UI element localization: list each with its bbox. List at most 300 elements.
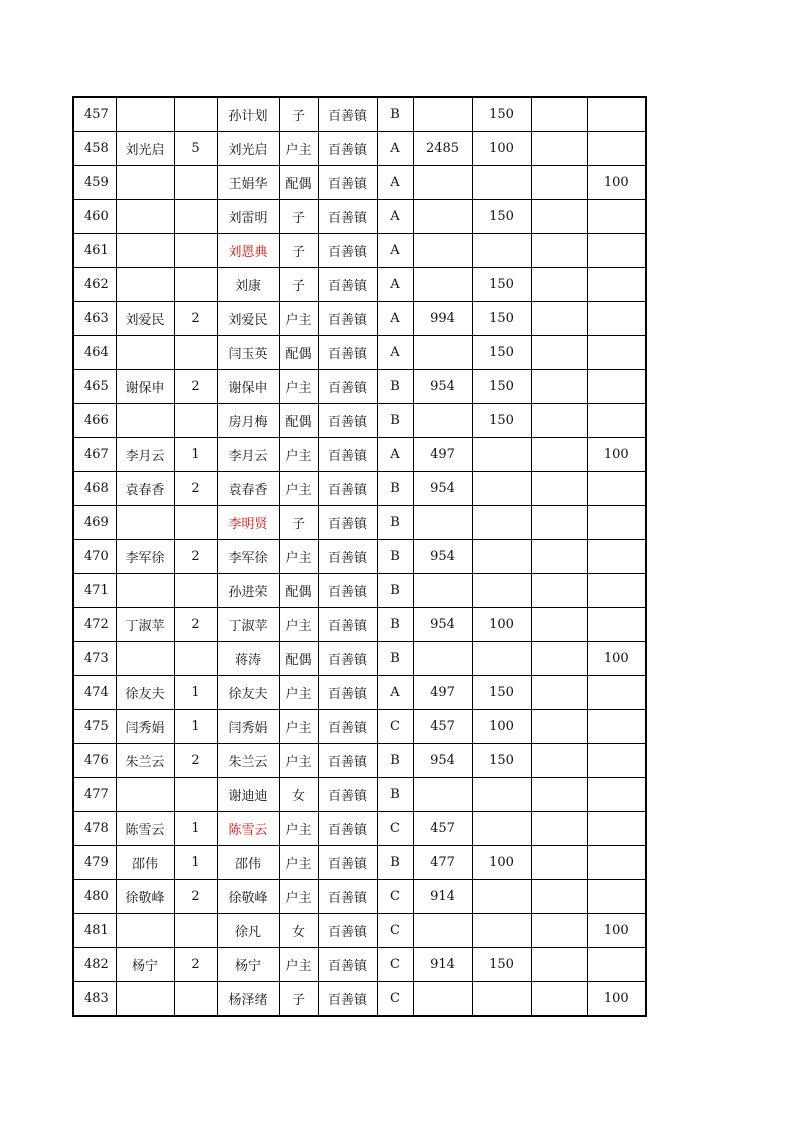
subsidy-col2-cell <box>531 166 587 200</box>
subsidy-col2-cell <box>531 914 587 948</box>
town-cell: 百善镇 <box>318 744 377 778</box>
grade-cell: C <box>377 948 413 982</box>
grade-cell: A <box>377 676 413 710</box>
member-name-cell: 刘光启 <box>217 132 279 166</box>
subsidy-col1-cell: 150 <box>472 744 531 778</box>
subsidy-col2-cell <box>531 472 587 506</box>
amount-cell: 954 <box>413 370 472 404</box>
table-body <box>73 97 646 1016</box>
table-row <box>73 914 646 948</box>
relation-cell: 户主 <box>279 302 318 336</box>
relation-cell: 户主 <box>279 948 318 982</box>
household-head-cell <box>116 642 174 676</box>
relation-cell: 子 <box>279 234 318 268</box>
member-name-cell: 孙计划 <box>217 97 279 132</box>
grade-cell: C <box>377 914 413 948</box>
row-number-cell: 482 <box>73 948 116 982</box>
subsidy-col2-cell <box>531 302 587 336</box>
subsidy-col2-cell <box>531 812 587 846</box>
amount-cell: 914 <box>413 948 472 982</box>
household-size-cell: 2 <box>174 744 217 778</box>
amount-cell <box>413 268 472 302</box>
household-table <box>72 96 647 1017</box>
subsidy-col2-cell <box>531 948 587 982</box>
grade-cell: B <box>377 574 413 608</box>
member-name-cell: 谢保申 <box>217 370 279 404</box>
table-row <box>73 234 646 268</box>
row-number-cell: 477 <box>73 778 116 812</box>
member-name-cell: 刘康 <box>217 268 279 302</box>
subsidy-col3-cell <box>587 302 646 336</box>
row-number-cell: 464 <box>73 336 116 370</box>
row-number-cell: 467 <box>73 438 116 472</box>
amount-cell: 954 <box>413 540 472 574</box>
town-cell: 百善镇 <box>318 540 377 574</box>
subsidy-col3-cell <box>587 404 646 438</box>
subsidy-col2-cell <box>531 540 587 574</box>
town-cell: 百善镇 <box>318 982 377 1017</box>
household-size-cell: 1 <box>174 846 217 880</box>
grade-cell: C <box>377 982 413 1017</box>
subsidy-col3-cell: 100 <box>587 166 646 200</box>
subsidy-col3-cell <box>587 370 646 404</box>
row-number-cell: 476 <box>73 744 116 778</box>
relation-cell: 户主 <box>279 812 318 846</box>
household-size-cell: 2 <box>174 302 217 336</box>
grade-cell: B <box>377 404 413 438</box>
town-cell: 百善镇 <box>318 336 377 370</box>
household-head-cell: 闫秀娟 <box>116 710 174 744</box>
household-head-cell: 刘光启 <box>116 132 174 166</box>
subsidy-col1-cell <box>472 506 531 540</box>
member-name-cell: 王娟华 <box>217 166 279 200</box>
subsidy-col1-cell <box>472 472 531 506</box>
row-number-cell: 471 <box>73 574 116 608</box>
household-size-cell <box>174 166 217 200</box>
subsidy-col1-cell <box>472 880 531 914</box>
household-head-cell: 李军徐 <box>116 540 174 574</box>
household-head-cell <box>116 336 174 370</box>
grade-cell: A <box>377 200 413 234</box>
household-size-cell <box>174 336 217 370</box>
town-cell: 百善镇 <box>318 778 377 812</box>
grade-cell: B <box>377 778 413 812</box>
household-head-cell: 朱兰云 <box>116 744 174 778</box>
subsidy-col3-cell: 100 <box>587 642 646 676</box>
amount-cell: 497 <box>413 438 472 472</box>
table-row <box>73 880 646 914</box>
household-head-cell: 徐友夫 <box>116 676 174 710</box>
subsidy-col2-cell <box>531 846 587 880</box>
relation-cell: 配偶 <box>279 166 318 200</box>
town-cell: 百善镇 <box>318 948 377 982</box>
row-number-cell: 472 <box>73 608 116 642</box>
subsidy-col3-cell <box>587 132 646 166</box>
town-cell: 百善镇 <box>318 574 377 608</box>
row-number-cell: 470 <box>73 540 116 574</box>
subsidy-col1-cell: 150 <box>472 200 531 234</box>
subsidy-col3-cell <box>587 676 646 710</box>
row-number-cell: 465 <box>73 370 116 404</box>
town-cell: 百善镇 <box>318 166 377 200</box>
household-head-cell <box>116 506 174 540</box>
subsidy-col2-cell <box>531 608 587 642</box>
household-head-cell <box>116 234 174 268</box>
town-cell: 百善镇 <box>318 438 377 472</box>
table-row <box>73 438 646 472</box>
subsidy-col2-cell <box>531 982 587 1017</box>
subsidy-col2-cell <box>531 200 587 234</box>
subsidy-col2-cell <box>531 778 587 812</box>
household-head-cell <box>116 574 174 608</box>
member-name-cell: 刘雷明 <box>217 200 279 234</box>
grade-cell: A <box>377 336 413 370</box>
table-row <box>73 336 646 370</box>
amount-cell: 2485 <box>413 132 472 166</box>
household-size-cell <box>174 404 217 438</box>
grade-cell: B <box>377 97 413 132</box>
table-row <box>73 608 646 642</box>
grade-cell: A <box>377 302 413 336</box>
row-number-cell: 461 <box>73 234 116 268</box>
amount-cell <box>413 914 472 948</box>
member-name-cell: 李明贤 <box>217 506 279 540</box>
table-row <box>73 744 646 778</box>
subsidy-col2-cell <box>531 506 587 540</box>
subsidy-col2-cell <box>531 132 587 166</box>
household-size-cell <box>174 982 217 1017</box>
subsidy-col3-cell <box>587 608 646 642</box>
subsidy-col3-cell <box>587 268 646 302</box>
household-head-cell <box>116 404 174 438</box>
household-head-cell <box>116 268 174 302</box>
subsidy-col1-cell: 150 <box>472 97 531 132</box>
subsidy-col3-cell: 100 <box>587 982 646 1017</box>
table-row <box>73 846 646 880</box>
amount-cell <box>413 642 472 676</box>
amount-cell: 954 <box>413 744 472 778</box>
subsidy-col1-cell <box>472 812 531 846</box>
member-name-cell: 朱兰云 <box>217 744 279 778</box>
grade-cell: B <box>377 608 413 642</box>
amount-cell: 457 <box>413 710 472 744</box>
household-head-cell: 杨宁 <box>116 948 174 982</box>
household-head-cell: 李月云 <box>116 438 174 472</box>
household-size-cell: 2 <box>174 948 217 982</box>
town-cell: 百善镇 <box>318 812 377 846</box>
member-name-cell: 谢迪迪 <box>217 778 279 812</box>
grade-cell: B <box>377 540 413 574</box>
member-name-cell: 孙进荣 <box>217 574 279 608</box>
subsidy-col2-cell <box>531 438 587 472</box>
subsidy-col1-cell: 150 <box>472 676 531 710</box>
amount-cell: 994 <box>413 302 472 336</box>
subsidy-col3-cell <box>587 540 646 574</box>
household-size-cell <box>174 268 217 302</box>
amount-cell <box>413 778 472 812</box>
table-row <box>73 268 646 302</box>
town-cell: 百善镇 <box>318 506 377 540</box>
table-row <box>73 812 646 846</box>
subsidy-col1-cell: 150 <box>472 302 531 336</box>
subsidy-col3-cell <box>587 744 646 778</box>
table-row <box>73 642 646 676</box>
amount-cell <box>413 574 472 608</box>
grade-cell: A <box>377 132 413 166</box>
subsidy-col2-cell <box>531 880 587 914</box>
subsidy-col1-cell <box>472 982 531 1017</box>
row-number-cell: 459 <box>73 166 116 200</box>
household-size-cell <box>174 642 217 676</box>
relation-cell: 子 <box>279 200 318 234</box>
household-size-cell: 1 <box>174 676 217 710</box>
subsidy-col1-cell: 100 <box>472 846 531 880</box>
member-name-cell: 丁淑苹 <box>217 608 279 642</box>
amount-cell <box>413 506 472 540</box>
row-number-cell: 481 <box>73 914 116 948</box>
subsidy-col2-cell <box>531 234 587 268</box>
table-row <box>73 982 646 1017</box>
relation-cell: 户主 <box>279 608 318 642</box>
household-head-cell <box>116 97 174 132</box>
member-name-cell: 徐敬峰 <box>217 880 279 914</box>
subsidy-col3-cell <box>587 234 646 268</box>
relation-cell: 子 <box>279 268 318 302</box>
table-row <box>73 710 646 744</box>
table-row <box>73 302 646 336</box>
grade-cell: B <box>377 472 413 506</box>
subsidy-col1-cell: 150 <box>472 404 531 438</box>
household-size-cell: 2 <box>174 472 217 506</box>
town-cell: 百善镇 <box>318 302 377 336</box>
subsidy-col1-cell <box>472 234 531 268</box>
subsidy-col3-cell: 100 <box>587 914 646 948</box>
amount-cell: 497 <box>413 676 472 710</box>
subsidy-col1-cell: 150 <box>472 370 531 404</box>
amount-cell <box>413 234 472 268</box>
grade-cell: C <box>377 710 413 744</box>
household-size-cell: 2 <box>174 608 217 642</box>
table-row <box>73 574 646 608</box>
subsidy-col3-cell <box>587 948 646 982</box>
town-cell: 百善镇 <box>318 846 377 880</box>
subsidy-col3-cell <box>587 336 646 370</box>
relation-cell: 户主 <box>279 370 318 404</box>
household-head-cell <box>116 200 174 234</box>
town-cell: 百善镇 <box>318 914 377 948</box>
town-cell: 百善镇 <box>318 472 377 506</box>
member-name-cell: 闫秀娟 <box>217 710 279 744</box>
subsidy-col2-cell <box>531 574 587 608</box>
row-number-cell: 460 <box>73 200 116 234</box>
household-size-cell: 2 <box>174 370 217 404</box>
row-number-cell: 457 <box>73 97 116 132</box>
household-size-cell: 5 <box>174 132 217 166</box>
member-name-cell: 邵伟 <box>217 846 279 880</box>
grade-cell: B <box>377 506 413 540</box>
household-head-cell <box>116 914 174 948</box>
household-size-cell: 2 <box>174 880 217 914</box>
table-row <box>73 97 646 132</box>
row-number-cell: 483 <box>73 982 116 1017</box>
town-cell: 百善镇 <box>318 710 377 744</box>
grade-cell: B <box>377 846 413 880</box>
household-head-cell: 丁淑苹 <box>116 608 174 642</box>
subsidy-col1-cell: 100 <box>472 132 531 166</box>
table-row <box>73 370 646 404</box>
member-name-cell: 袁春香 <box>217 472 279 506</box>
row-number-cell: 474 <box>73 676 116 710</box>
household-head-cell <box>116 982 174 1017</box>
grade-cell: B <box>377 642 413 676</box>
subsidy-col3-cell <box>587 880 646 914</box>
subsidy-col2-cell <box>531 676 587 710</box>
row-number-cell: 469 <box>73 506 116 540</box>
row-number-cell: 458 <box>73 132 116 166</box>
row-number-cell: 479 <box>73 846 116 880</box>
household-head-cell: 邵伟 <box>116 846 174 880</box>
subsidy-col1-cell: 150 <box>472 336 531 370</box>
subsidy-col2-cell <box>531 710 587 744</box>
household-head-cell <box>116 778 174 812</box>
row-number-cell: 463 <box>73 302 116 336</box>
row-number-cell: 468 <box>73 472 116 506</box>
relation-cell: 户主 <box>279 846 318 880</box>
subsidy-col3-cell: 100 <box>587 438 646 472</box>
subsidy-col1-cell: 150 <box>472 268 531 302</box>
town-cell: 百善镇 <box>318 132 377 166</box>
table-row <box>73 404 646 438</box>
subsidy-col1-cell <box>472 540 531 574</box>
town-cell: 百善镇 <box>318 676 377 710</box>
grade-cell: A <box>377 234 413 268</box>
member-name-cell: 闫玉英 <box>217 336 279 370</box>
grade-cell: A <box>377 166 413 200</box>
amount-cell: 914 <box>413 880 472 914</box>
subsidy-col3-cell <box>587 846 646 880</box>
member-name-cell: 房月梅 <box>217 404 279 438</box>
subsidy-col1-cell <box>472 166 531 200</box>
relation-cell: 户主 <box>279 540 318 574</box>
subsidy-col2-cell <box>531 336 587 370</box>
subsidy-col2-cell <box>531 744 587 778</box>
member-name-cell: 杨泽绪 <box>217 982 279 1017</box>
household-size-cell <box>174 506 217 540</box>
table-row <box>73 132 646 166</box>
household-head-cell: 袁春香 <box>116 472 174 506</box>
grade-cell: B <box>377 370 413 404</box>
table-row <box>73 948 646 982</box>
town-cell: 百善镇 <box>318 880 377 914</box>
household-size-cell: 1 <box>174 812 217 846</box>
household-size-cell <box>174 234 217 268</box>
amount-cell <box>413 97 472 132</box>
amount-cell: 457 <box>413 812 472 846</box>
subsidy-col2-cell <box>531 97 587 132</box>
table-row <box>73 472 646 506</box>
household-head-cell <box>116 166 174 200</box>
member-name-cell: 李月云 <box>217 438 279 472</box>
relation-cell: 户主 <box>279 438 318 472</box>
household-size-cell <box>174 200 217 234</box>
member-name-cell: 蒋涛 <box>217 642 279 676</box>
subsidy-col1-cell <box>472 574 531 608</box>
subsidy-col2-cell <box>531 370 587 404</box>
grade-cell: A <box>377 268 413 302</box>
relation-cell: 子 <box>279 506 318 540</box>
table-row <box>73 506 646 540</box>
amount-cell: 954 <box>413 608 472 642</box>
subsidy-col1-cell <box>472 778 531 812</box>
household-size-cell: 1 <box>174 438 217 472</box>
member-name-cell: 刘恩典 <box>217 234 279 268</box>
subsidy-col1-cell <box>472 438 531 472</box>
relation-cell: 户主 <box>279 132 318 166</box>
town-cell: 百善镇 <box>318 642 377 676</box>
row-number-cell: 466 <box>73 404 116 438</box>
member-name-cell: 徐友夫 <box>217 676 279 710</box>
grade-cell: C <box>377 880 413 914</box>
subsidy-col3-cell <box>587 200 646 234</box>
table-row <box>73 676 646 710</box>
member-name-cell: 杨宁 <box>217 948 279 982</box>
relation-cell: 户主 <box>279 880 318 914</box>
household-head-cell: 陈雪云 <box>116 812 174 846</box>
household-size-cell <box>174 778 217 812</box>
row-number-cell: 480 <box>73 880 116 914</box>
amount-cell <box>413 982 472 1017</box>
table-row <box>73 200 646 234</box>
household-size-cell <box>174 574 217 608</box>
subsidy-col2-cell <box>531 404 587 438</box>
town-cell: 百善镇 <box>318 608 377 642</box>
relation-cell: 子 <box>279 982 318 1017</box>
household-head-cell: 谢保申 <box>116 370 174 404</box>
relation-cell: 配偶 <box>279 336 318 370</box>
grade-cell: C <box>377 812 413 846</box>
relation-cell: 子 <box>279 97 318 132</box>
relation-cell: 户主 <box>279 710 318 744</box>
town-cell: 百善镇 <box>318 370 377 404</box>
member-name-cell: 陈雪云 <box>217 812 279 846</box>
household-size-cell <box>174 914 217 948</box>
subsidy-col3-cell <box>587 778 646 812</box>
relation-cell: 配偶 <box>279 404 318 438</box>
member-name-cell: 徐凡 <box>217 914 279 948</box>
member-name-cell: 刘爱民 <box>217 302 279 336</box>
amount-cell: 954 <box>413 472 472 506</box>
amount-cell: 477 <box>413 846 472 880</box>
row-number-cell: 475 <box>73 710 116 744</box>
town-cell: 百善镇 <box>318 268 377 302</box>
relation-cell: 配偶 <box>279 574 318 608</box>
grade-cell: A <box>377 438 413 472</box>
relation-cell: 配偶 <box>279 642 318 676</box>
row-number-cell: 478 <box>73 812 116 846</box>
table-row <box>73 778 646 812</box>
amount-cell <box>413 404 472 438</box>
subsidy-col1-cell: 100 <box>472 710 531 744</box>
subsidy-col3-cell <box>587 506 646 540</box>
town-cell: 百善镇 <box>318 97 377 132</box>
subsidy-col3-cell <box>587 710 646 744</box>
subsidy-col1-cell <box>472 642 531 676</box>
household-size-cell: 1 <box>174 710 217 744</box>
table-row <box>73 540 646 574</box>
member-name-cell: 李军徐 <box>217 540 279 574</box>
relation-cell: 女 <box>279 914 318 948</box>
row-number-cell: 462 <box>73 268 116 302</box>
